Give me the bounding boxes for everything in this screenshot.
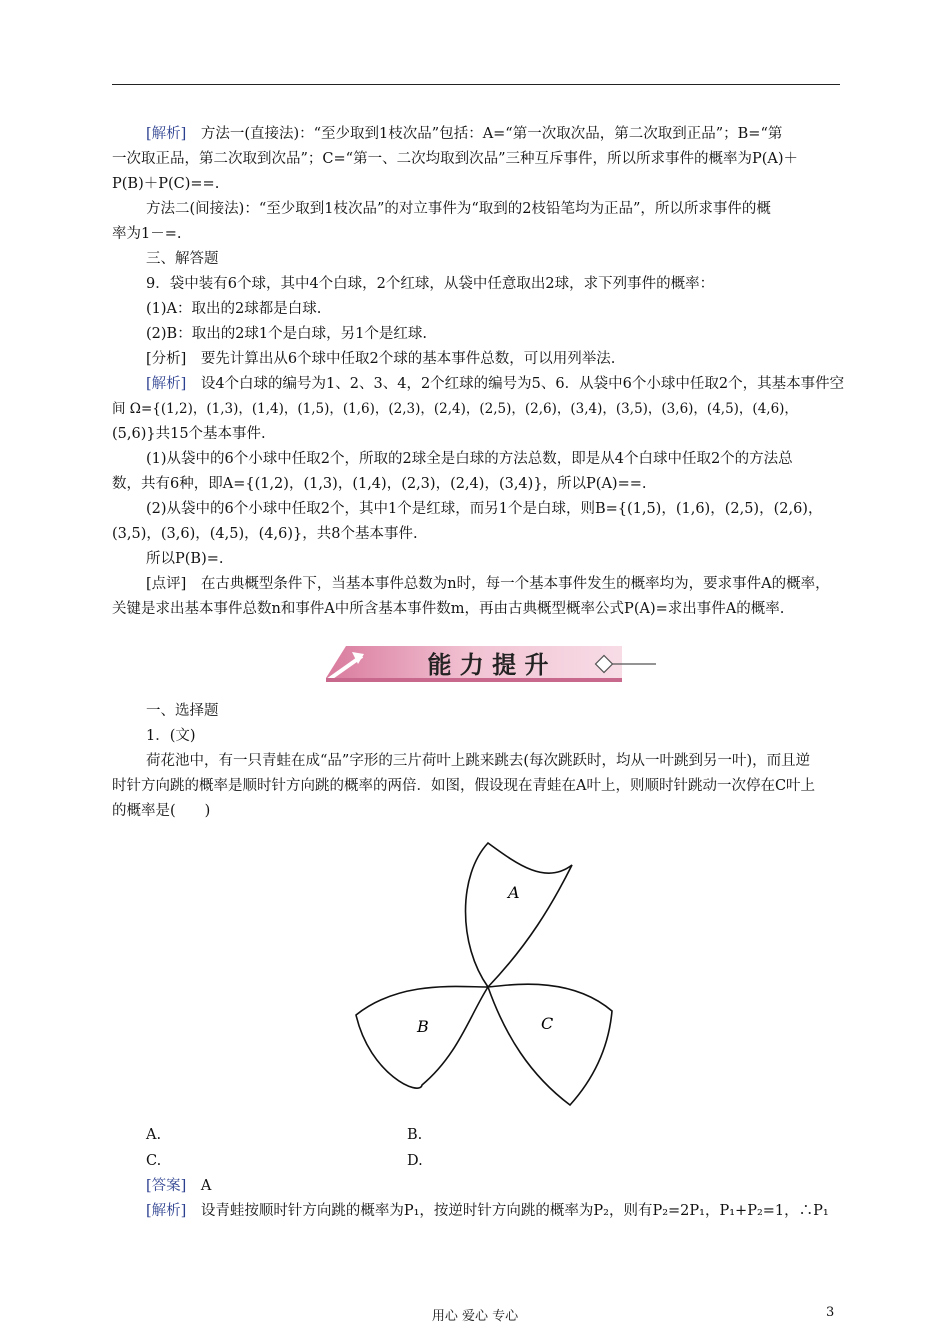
label-b: B	[417, 1017, 429, 1036]
text-line: 一次取正品，第二次取到次品”；C=“第一、二次均取到次品”三种互斥事件，所以所求事件的概率为P(A)＋	[112, 151, 799, 167]
text-line: 方法二(间接法)：“至少取到1枝次品”的对立事件为“取到的2枝铅笔均为正品”，所以所求事件的概	[146, 201, 771, 217]
label-a: A	[508, 883, 520, 902]
text-line: (2)B：取出的2球1个是白球，另1个是红球.	[146, 326, 427, 342]
text-line: 荷花池中，有一只青蛙在成“品”字形的三片荷叶上跳来跳去(每次跳跃时，均从一叶跳到另一叶)，而且逆	[146, 753, 811, 769]
answer-line: [答案] A	[146, 1178, 212, 1194]
text-line: [点评] 在古典概型条件下，当基本事件总数为n时，每一个基本事件发生的概率均为，要求事件A的概率，	[146, 576, 830, 592]
question-number: 1．(文)	[146, 728, 196, 744]
text-line: 数，共有6种，即A={(1,2)，(1,3)，(1,4)，(2,3)，(2,4)，(3,4)}，所以P(A)==.	[112, 476, 647, 492]
option-c: C.	[146, 1153, 162, 1169]
page-number: 3	[826, 1305, 835, 1320]
analysis-line: [解析] 设青蛙按顺时针方向跳的概率为P₁，按逆时针方向跳的概率为P₂，则有P₂=2P₁，P₁+P₂=1，∴P₁	[146, 1203, 829, 1219]
text-line: [解析] 方法一(直接法)：“至少取到1枝次品”包括：A=“第一次取次品，第二次取到正品”；B=“第	[146, 126, 783, 142]
text-line: (3,5)，(3,6)，(4,5)，(4,6)}，共8个基本事件.	[112, 526, 418, 542]
page-footer: 用心 爱心 专心	[431, 1309, 519, 1324]
option-d: D.	[407, 1153, 423, 1169]
text-line: 所以P(B)=.	[146, 551, 224, 567]
section-heading: 三、解答题	[146, 251, 219, 267]
text-line: 率为1－=.	[112, 226, 182, 242]
leaf-b	[356, 986, 488, 1088]
question-9: 9．袋中装有6个球，其中4个白球，2个红球，从袋中任意取出2球，求下列事件的概率：	[146, 276, 715, 292]
banner-title: 能 力 提 升	[427, 651, 549, 679]
text-line: (1)从袋中的6个小球中任取2个，所取的2球全是白球的方法总数，即是从4个白球中任取2个的方法总	[146, 451, 793, 467]
text-line: (5,6)}共15个基本事件.	[112, 426, 266, 442]
section-heading: 一、选择题	[146, 703, 219, 719]
text-line: 的概率是( )	[112, 803, 211, 819]
leaf-a	[466, 843, 573, 987]
text-line: (2)从袋中的6个小球中任取2个，其中1个是红球，而另1个是白球，则B={(1,5)，(1,6)，(2,5)，(2,6)，	[146, 501, 823, 517]
text-line: [分析] 要先计算出从6个球中任取2个球的基本事件总数，可以用列举法.	[146, 351, 616, 367]
text-line: 时针方向跳的概率是顺时针方向跳的概率的两倍．如图，假设现在青蛙在A叶上，则顺时针跳动一次停在C叶上	[112, 778, 816, 794]
text-line: [解析] 设4个白球的编号为1、2、3、4，2个红球的编号为5、6．从袋中6个小球中任取2个，其基本事件空	[146, 376, 845, 392]
text-line: P(B)＋P(C)==.	[112, 176, 220, 192]
text-line: 关键是求出基本事件总数n和事件A中所含基本事件数m，再由古典概型概率公式P(A)=求出事件A的概率.	[112, 601, 785, 617]
leaf-c	[488, 984, 612, 1105]
lily-pad-figure	[340, 835, 650, 1115]
header-rule	[112, 84, 840, 85]
option-b: B.	[407, 1127, 423, 1143]
text-line: 间 Ω={(1,2)，(1,3)，(1,4)，(1,5)，(1,6)，(2,3)，(2,4)，(2,5)，(2,6)，(3,4)，(3,5)，(3,6)，(4,5)，(4,6)，	[112, 401, 798, 417]
label-c: C	[541, 1014, 554, 1033]
text-line: (1)A：取出的2球都是白球.	[146, 301, 322, 317]
section-banner	[322, 638, 658, 690]
option-a: A.	[146, 1127, 162, 1143]
